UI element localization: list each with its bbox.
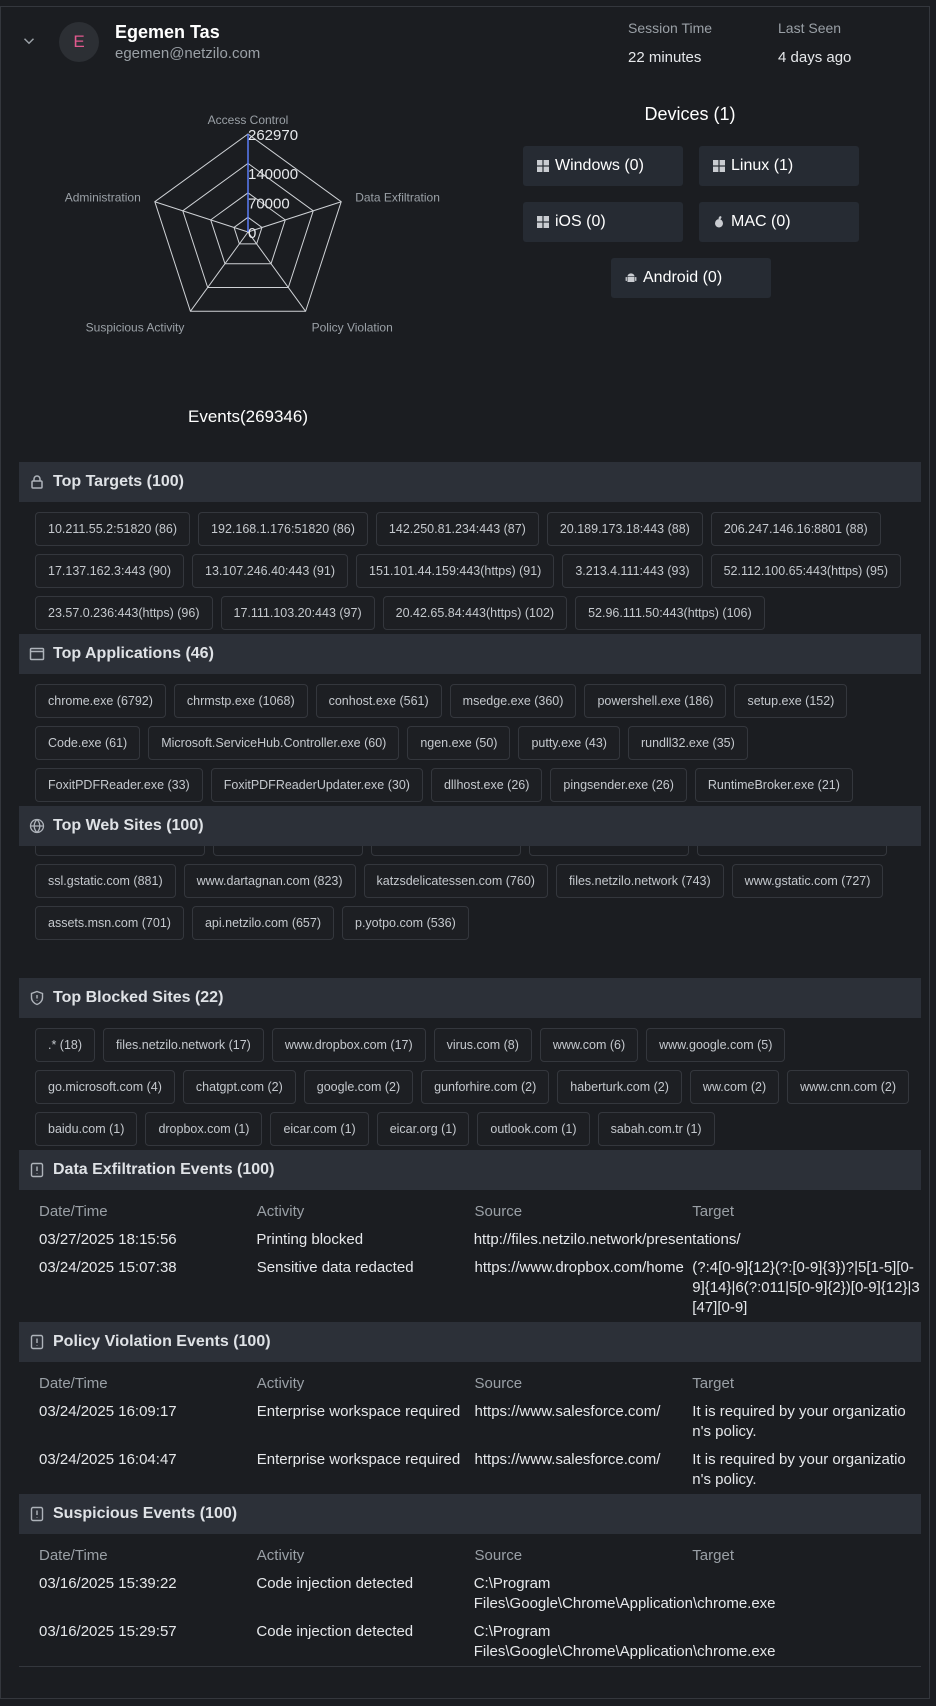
list-item[interactable]: files.netzilo.network (17) xyxy=(103,1028,264,1062)
table-cell: 03/16/2025 15:29:57 xyxy=(39,1623,177,1640)
last-seen-value: 4 days ago xyxy=(778,49,852,66)
table-row[interactable] xyxy=(39,1622,921,1662)
list-item[interactable]: 206.247.146.16:8801 (88) xyxy=(711,512,881,546)
list-item[interactable]: 23.57.0.236:443(https) (96) xyxy=(35,596,213,630)
list-item[interactable]: 17.137.162.3:443 (90) xyxy=(35,554,184,588)
list-item[interactable]: outlook.com (1) xyxy=(477,1112,589,1146)
top-web-title: Top Web Sites (100) xyxy=(53,817,204,834)
radar-axis-label: Data Exfiltration xyxy=(355,190,440,205)
policy-events-table xyxy=(19,1362,921,1494)
session-time-stat xyxy=(628,20,712,66)
suspicious-events-header xyxy=(19,1494,921,1534)
list-item[interactable]: eicar.org (1) xyxy=(377,1112,470,1146)
list-item[interactable]: chrome.exe (6792) xyxy=(35,684,166,718)
table-cell: Code injection detected xyxy=(256,1623,414,1640)
list-item[interactable] xyxy=(213,846,363,856)
alert-file-icon xyxy=(29,1506,45,1522)
list-item[interactable]: katzsdelicatessen.com (760) xyxy=(364,864,548,898)
radar-tick-label: 0 xyxy=(248,225,257,242)
exfil-events-header xyxy=(19,1150,921,1190)
list-item[interactable] xyxy=(371,846,521,856)
table-cell: C:\Program Files\Google\Chrome\Application\chrome.exe xyxy=(473,1575,776,1612)
table-row[interactable] xyxy=(39,1450,921,1490)
column-header: Source xyxy=(474,1203,523,1220)
list-item[interactable]: msedge.exe (360) xyxy=(450,684,577,718)
apple-icon xyxy=(713,216,725,228)
user-name: Egemen Tas xyxy=(115,22,220,42)
table-cell: Enterprise workspace required xyxy=(256,1451,461,1468)
device-linux-label: Linux (1) xyxy=(731,157,794,174)
column-header: Target xyxy=(692,1547,734,1564)
list-item[interactable]: google.com (2) xyxy=(304,1070,413,1104)
table-cell: Printing blocked xyxy=(256,1231,364,1248)
list-item[interactable]: rundll32.exe (35) xyxy=(628,726,748,760)
radar-axis-label: Administration xyxy=(64,190,141,205)
list-item[interactable]: Microsoft.ServiceHub.Controller.exe (60) xyxy=(148,726,399,760)
column-header: Activity xyxy=(256,1547,305,1564)
suspicious-events-table xyxy=(19,1534,921,1666)
top-apps-list[interactable] xyxy=(19,674,921,806)
avatar: E xyxy=(59,22,99,62)
device-mac-label: MAC (0) xyxy=(731,213,791,230)
list-item[interactable]: 20.42.65.84:443(https) (102) xyxy=(383,596,567,630)
device-ios[interactable] xyxy=(523,202,683,242)
windows-icon xyxy=(537,160,549,172)
top-targets-header xyxy=(19,462,921,502)
exfil-events-section xyxy=(19,1150,921,1322)
list-item[interactable]: dropbox.com (1) xyxy=(145,1112,262,1146)
table-header xyxy=(39,1374,921,1402)
table-row[interactable] xyxy=(39,1402,921,1442)
alert-file-icon xyxy=(29,1162,45,1178)
radar-tick-label: 70000 xyxy=(248,195,290,213)
table-row[interactable] xyxy=(39,1258,921,1318)
list-item[interactable]: .* (18) xyxy=(35,1028,95,1062)
policy-events-title: Policy Violation Events (100) xyxy=(53,1333,271,1350)
window-icon xyxy=(29,646,45,662)
table-row[interactable] xyxy=(39,1230,921,1250)
list-item[interactable]: www.dartagnan.com (823) xyxy=(184,864,356,898)
top-blocked-header xyxy=(19,978,921,1018)
list-item[interactable]: sabah.com.tr (1) xyxy=(598,1112,715,1146)
last-seen-label: Last Seen xyxy=(778,20,842,36)
shield-icon xyxy=(29,990,45,1006)
list-item[interactable]: dllhost.exe (26) xyxy=(431,768,542,802)
top-blocked-title: Top Blocked Sites (22) xyxy=(53,989,224,1006)
table-cell: 03/24/2025 16:04:47 xyxy=(39,1451,177,1468)
globe-icon xyxy=(29,818,45,834)
list-item[interactable]: FoxitPDFReaderUpdater.exe (30) xyxy=(211,768,423,802)
list-item[interactable]: ngen.exe (50) xyxy=(407,726,510,760)
list-item[interactable]: go.microsoft.com (4) xyxy=(35,1070,175,1104)
table-cell xyxy=(693,1622,921,1662)
column-header: Date/Time xyxy=(39,1375,108,1392)
chevron-down-icon[interactable] xyxy=(20,32,38,50)
list-item[interactable]: gunforhire.com (2) xyxy=(421,1070,549,1104)
table-cell xyxy=(693,1574,921,1614)
column-header: Date/Time xyxy=(39,1203,108,1220)
list-item[interactable]: 17.111.103.20:443 (97) xyxy=(221,596,375,630)
top-apps-title: Top Applications (46) xyxy=(53,645,214,662)
top-web-list[interactable] xyxy=(19,846,921,978)
suspicious-events-section xyxy=(19,1494,921,1667)
user-header xyxy=(0,0,936,80)
list-item[interactable]: 52.112.100.65:443(https) (95) xyxy=(711,554,901,588)
top-apps-section xyxy=(19,634,921,806)
session-time-label: Session Time xyxy=(628,20,713,36)
list-item[interactable]: www.com (6) xyxy=(540,1028,638,1062)
table-header xyxy=(39,1202,921,1230)
table-cell: (?:4[0-9]{12}(?:[0-9]{3})?|5[1-5][0-9]{14}|6(?:011|5[0-9]{2})[0-9]{12}|3[47][0-9] xyxy=(692,1259,920,1316)
list-item[interactable]: 142.250.81.234:443 (87) xyxy=(376,512,539,546)
column-header: Date/Time xyxy=(39,1547,108,1564)
list-item[interactable]: setup.exe (152) xyxy=(734,684,847,718)
devices-title: Devices (1) xyxy=(644,104,736,124)
device-android[interactable] xyxy=(611,258,771,298)
radar-tick-label: 262970 xyxy=(248,127,299,144)
device-mac[interactable] xyxy=(699,202,859,242)
column-header: Activity xyxy=(256,1203,305,1220)
list-item[interactable]: putty.exe (43) xyxy=(518,726,620,760)
list-item[interactable]: www.cnn.com (2) xyxy=(787,1070,909,1104)
top-web-header xyxy=(19,806,921,846)
list-item[interactable]: eicar.com (1) xyxy=(270,1112,368,1146)
column-header: Source xyxy=(474,1375,523,1392)
radar-axis-label: Policy Violation xyxy=(311,320,393,335)
list-item[interactable]: baidu.com (1) xyxy=(35,1112,137,1146)
top-targets-section xyxy=(19,462,921,634)
top-targets-title: Top Targets (100) xyxy=(53,473,184,490)
list-item[interactable]: 52.96.111.50:443(https) (106) xyxy=(575,596,765,630)
list-item[interactable]: haberturk.com (2) xyxy=(557,1070,682,1104)
list-item[interactable]: 20.189.173.18:443 (88) xyxy=(547,512,703,546)
exfil-events-title: Data Exfiltration Events (100) xyxy=(53,1161,275,1178)
list-item[interactable]: 13.107.246.40:443 (91) xyxy=(192,554,348,588)
list-item[interactable]: virus.com (8) xyxy=(434,1028,532,1062)
list-item[interactable]: pingsender.exe (26) xyxy=(550,768,687,802)
table-cell: https://www.salesforce.com/ xyxy=(474,1451,661,1468)
events-radar-chart xyxy=(30,100,470,430)
lock-icon xyxy=(29,474,45,490)
list-item[interactable] xyxy=(35,846,205,856)
list-item[interactable]: Code.exe (61) xyxy=(35,726,140,760)
radar-spoke xyxy=(190,232,248,311)
list-item[interactable]: RuntimeBroker.exe (21) xyxy=(695,768,853,802)
table-cell: C:\Program Files\Google\Chrome\Application\chrome.exe xyxy=(473,1623,776,1660)
table-cell: 03/27/2025 18:15:56 xyxy=(39,1231,177,1248)
device-windows-label: Windows (0) xyxy=(555,157,644,174)
table-cell: Enterprise workspace required xyxy=(256,1403,461,1420)
list-item[interactable]: chatgpt.com (2) xyxy=(183,1070,296,1104)
table-cell: 03/24/2025 15:07:38 xyxy=(39,1259,177,1276)
session-time-value: 22 minutes xyxy=(628,49,702,66)
list-item[interactable]: www.google.com (5) xyxy=(646,1028,785,1062)
table-cell: It is required by your organization's policy. xyxy=(692,1451,906,1488)
list-item[interactable]: FoxitPDFReader.exe (33) xyxy=(35,768,203,802)
column-header: Activity xyxy=(256,1375,305,1392)
top-apps-header xyxy=(19,634,921,674)
table-cell xyxy=(693,1230,921,1250)
list-item[interactable] xyxy=(697,846,887,856)
list-item[interactable]: chrmstp.exe (1068) xyxy=(174,684,308,718)
device-windows[interactable] xyxy=(523,146,683,186)
radar-axis-label: Suspicious Activity xyxy=(85,320,185,335)
windows-icon xyxy=(537,216,549,228)
table-cell: Sensitive data redacted xyxy=(256,1259,414,1276)
radar-title: Events(269346) xyxy=(187,407,309,426)
list-item[interactable]: ssl.gstatic.com (881) xyxy=(35,864,176,898)
list-item[interactable]: www.gstatic.com (727) xyxy=(732,864,884,898)
list-item[interactable]: 151.101.44.159:443(https) (91) xyxy=(356,554,554,588)
list-item[interactable]: 192.168.1.176:51820 (86) xyxy=(198,512,368,546)
radar-tick-label: 140000 xyxy=(248,166,299,184)
top-blocked-list[interactable] xyxy=(19,1018,921,1150)
exfil-events-table xyxy=(19,1190,921,1322)
device-ios-label: iOS (0) xyxy=(555,213,606,230)
list-item[interactable]: p.yotpo.com (536) xyxy=(342,906,469,940)
policy-events-section xyxy=(19,1322,921,1494)
list-item[interactable]: 10.211.55.2:51820 (86) xyxy=(35,512,190,546)
table-header xyxy=(39,1546,921,1574)
list-item[interactable]: assets.msn.com (701) xyxy=(35,906,184,940)
top-blocked-section xyxy=(19,978,921,1150)
table-cell: http://files.netzilo.network/presentations/ xyxy=(473,1231,741,1248)
windows-icon xyxy=(713,160,725,172)
column-header: Source xyxy=(474,1547,523,1564)
user-email: egemen@netzilo.com xyxy=(115,45,261,62)
table-row[interactable] xyxy=(39,1574,921,1614)
list-item[interactable]: www.dropbox.com (17) xyxy=(272,1028,426,1062)
list-item[interactable] xyxy=(529,846,689,856)
android-icon xyxy=(625,272,637,284)
table-cell: https://www.dropbox.com/home xyxy=(474,1259,684,1276)
top-web-section xyxy=(19,806,921,978)
table-cell: https://www.salesforce.com/ xyxy=(474,1403,661,1420)
table-cell: It is required by your organization's policy. xyxy=(692,1403,906,1440)
list-item[interactable]: conhost.exe (561) xyxy=(316,684,442,718)
policy-events-header xyxy=(19,1322,921,1362)
radar-spoke xyxy=(248,232,306,311)
list-item[interactable]: files.netzilo.network (743) xyxy=(556,864,724,898)
table-cell: Code injection detected xyxy=(256,1575,414,1592)
list-item[interactable]: ww.com (2) xyxy=(690,1070,779,1104)
device-android-label: Android (0) xyxy=(643,269,723,286)
table-cell: 03/16/2025 15:39:22 xyxy=(39,1575,177,1592)
list-item[interactable]: 3.213.4.111:443 (93) xyxy=(562,554,702,588)
last-seen-stat xyxy=(778,20,851,66)
list-item[interactable]: powershell.exe (186) xyxy=(584,684,726,718)
table-cell: 03/24/2025 16:09:17 xyxy=(39,1403,177,1420)
list-item[interactable]: api.netzilo.com (657) xyxy=(192,906,334,940)
suspicious-events-title: Suspicious Events (100) xyxy=(53,1505,238,1522)
device-linux[interactable] xyxy=(699,146,859,186)
column-header: Target xyxy=(692,1203,734,1220)
radar-axis-label: Access Control xyxy=(207,113,289,127)
alert-file-icon xyxy=(29,1334,45,1350)
column-header: Target xyxy=(692,1375,734,1392)
radar-spoke xyxy=(155,202,248,232)
top-targets-list[interactable] xyxy=(19,502,921,634)
